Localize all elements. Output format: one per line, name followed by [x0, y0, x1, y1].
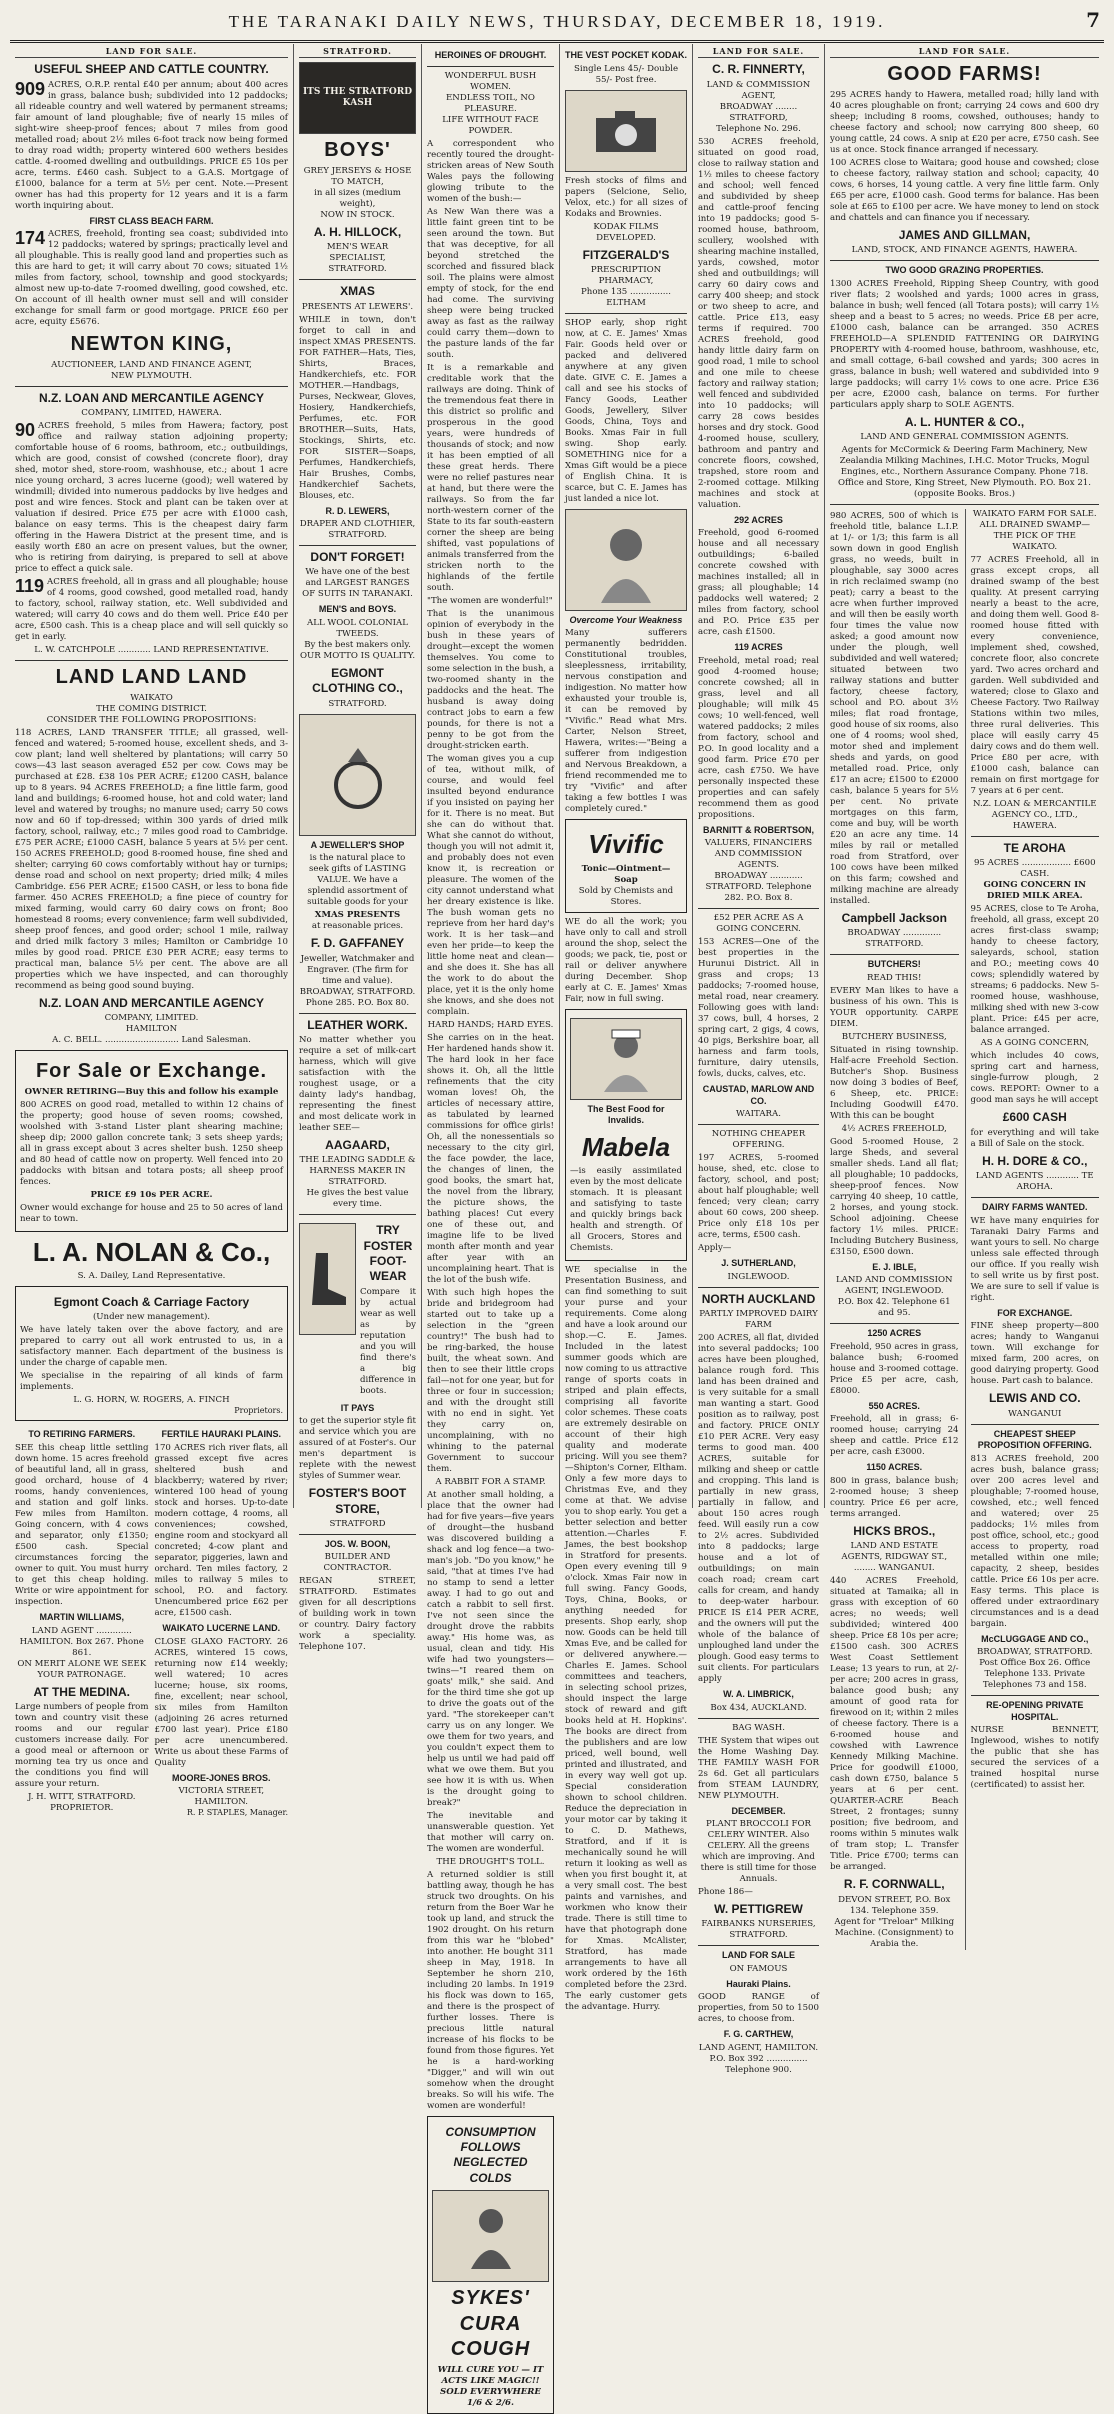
section-heading: LAND FOR SALE.	[15, 46, 288, 58]
nurse-illustration	[570, 1018, 682, 1100]
ad-text: FINE sheep property—800 acres; handy to Wanganui town. Will exchange for mixed farm, 200 acres, on good dairying property. Good house. Part cash to balance.	[970, 1321, 1099, 1387]
article-paragraph: That is the unanimous opinion of everybody in the bush in these years of drought—except the women themselves. You come to some selection in the bush, a two-roomed shanty in the paddocks and the heat. The husband is away doing contract jobs to earn a few pounds, for there is not a penny to be got from the drought-stricken earth.	[427, 608, 554, 751]
sub-column	[155, 1425, 289, 1818]
agent-subtitle: VALUERS, FINANCIERS AND COMMISSION AGENTS.	[704, 838, 813, 871]
article-paragraph: As New Wan there was a little faint green tint to be seen around the town. But that was deceptive, for all beyond stretched the scorched and fissured black soil. The plains were almost empty of stock, for the end had come. The surviving sheep were being trucked away as fast as the railway could carry them—down to the pasture lands of the far south.	[427, 206, 554, 360]
ad-subtitle: CONSIDER THE FOLLOWING PROPOSITIONS:	[46, 714, 257, 725]
agent-name: A. H. HILLOCK,	[313, 224, 402, 239]
price: PRICE £9 10s PER ACRE.	[90, 1189, 213, 1200]
agent-location: BROADWAY ............ STRATFORD. Telephone 282. P.O. Box 8.	[705, 871, 812, 904]
article-paragraph: A returned soldier is still battling away, though he has struck two droughts. On his return from the Boer War he took up land, and struck the 1902 drought. On his return from this war he "blobed" into another. He bought 311 sheep in May, 1918. In September he shorn 210, including 20 lambs. In 1919 his flock was down to 165, and there is the prospect of further losses. There is precious little natural increase of his flocks to be found from those figures. Yet he is a hard-working "Digger," and will win out somehow when the drought breaks. So will his wife. The women are wonderful!	[427, 1869, 554, 2111]
agent-subtitle: COMPANY, LIMITED, HAWERA.	[81, 408, 222, 419]
page-columns	[10, 44, 1104, 2408]
agent-location: INGLEWOOD.	[727, 1271, 790, 1282]
boot-illustration	[299, 1223, 356, 1335]
ad-heading: WAIKATO FARM FOR SALE.	[972, 509, 1097, 520]
agent-name: MOORE-JONES BROS.	[171, 1772, 271, 1783]
agent-name: E. J. IBLE,	[872, 1261, 917, 1272]
column-5	[693, 44, 825, 2075]
ad-subtitle: Tonic—Ointment—Soap	[581, 863, 671, 885]
article-paragraph: She carries on in the heat. Her hardened hands show it. The hard look in her face shows it. Oh, all the little refinements that the city woman loves! Oh, the articles of necessary attire, as tabulated by learned commissions for office girls! Oh, all the nonessentials so necessary to the city girl, the face powder, the lace, the changes of linen, the good books, the smart hat, the novel from the library, the picture shows, the bathing places! Cut every one of these out, and imagine life to be lived month after month and year after year with an uncomplaining heart. That is the lot of the bush wife.	[427, 1032, 554, 1285]
ad-text: 170 ACRES rich river flats, all grassed except five acres sheltered bush and blackberry; watered by river; wintered 100 head of young stock and horses. Up-to-date modern cottage, 4 rooms, all conveniences; cowshed, engine room and stockyard all concreted; 4-cow plant and separator, piggeries, lawn and orchard. Ten miles factory, 2 miles to railway 5 miles to school, P.O. and factory. Unencumbered price £62 per acre, £1500 cash.	[154, 1442, 288, 1618]
article-subhead: HARD HANDS; HARD EYES.	[427, 1019, 554, 1030]
ring-icon	[313, 730, 403, 820]
listing: 909 ACRES, O.R.P. rental £40 per annum; about 400 acres in grass, balance bush; subdivided into 12 paddocks; all rideable country and well watered by permanent streams; fair amount of land ploughable; five of nearly 15 miles of sight-wire sheep-proof fences; about 7 miles from good metalled road; about 2½ miles 6-foot track now being formed to dray road width; property wintered 600 wethers besides cattle. 4-roomed dwelling and outbuildings. PRICE £5 10s per acre, terms. £460 cash. Subject to a G.A.S. Mortgage of £1000, balance for a term at 5½ per cent. Note.—Present owner has had this property for 12 years and it is a farm worth inquiring about.	[15, 78, 288, 211]
ad-subtitle: Hauraki Plains.	[726, 1978, 791, 1989]
ad-heading: The Best Food for Invalids.	[587, 1103, 665, 1126]
sub-column	[965, 509, 1100, 1950]
listing: 200 ACRES, all flat, divided into several paddocks; 100 acres have been ploughed, balance rough ford. This land has been drained and is very suitable for a small man wanting a start. Good position as to railway, post and factory. PRICE ONLY £10 PER ACRE. Very easy terms to good man. 400 ACRES, suitable for milking and sheep or cattle and cropping. This land is partially in new grass, partially in fallow, and about 150 acres rough feed. Will easily run a cow to 2½ acres. Subdivided into 8 paddocks; large house and a lot of outbuildings; on main coach road; cream cart calls for cream, and handy to deep-water harbour. PRICE IS £14 PER ACRE, and the owners will put the whole of the balance of unploughed land under the plough. Good easy terms to suit clients. For particulars apply	[698, 1333, 819, 1685]
ad-heading: AT THE MEDINA.	[33, 1684, 130, 1699]
article-subhead: A RABBIT FOR A STAMP.	[435, 1476, 546, 1487]
agent-subtitle: BUILDER AND CONTRACTOR.	[323, 1552, 392, 1574]
agent-location: WAITARA.	[736, 1109, 781, 1120]
mabela-ad	[565, 1009, 687, 1261]
ad-heading: BAG WASH.	[732, 1722, 785, 1733]
agent-name: C. R. FINNERTY,	[712, 62, 805, 77]
agent-location: P.O. Box 42. Telephone 61 and 95.	[837, 1297, 951, 1319]
agent-subtitle: MEN'S WEAR SPECIALIST, STRATFORD.	[326, 242, 389, 275]
ad-heading: FERTILE HAURAKI PLAINS.	[161, 1429, 281, 1440]
ad-text: No matter whether you require a set of milk-cart harness, which will give satisfaction with the roughest usage, or a dainty lady's handbag, representing the finest and most delicate work in leather SEE—	[299, 1034, 416, 1133]
ad-heading: FOR EXCHANGE.	[997, 1307, 1073, 1318]
ad-heading: THE VEST POCKET KODAK.	[565, 50, 688, 60]
ad-text: GOOD RANGE of properties, from 50 to 1500 acres, to choose from.	[698, 1992, 819, 2025]
agent-location: P.O. Box 392 ............... Telephone 900.	[709, 2053, 808, 2075]
agent-subtitle: PRESCRIPTION PHARMACY,	[590, 264, 662, 286]
agent-name: W. A. LIMBRICK,	[723, 1689, 794, 1700]
agent-name: H. H. DORE & CO.,	[982, 1153, 1088, 1168]
agent-name: FITZGERALD'S	[582, 247, 670, 262]
ad-subtitle: GOING CONCERN IN DRIED MILK AREA.	[983, 880, 1086, 902]
ad-subtitle: 4½ ACRES FREEHOLD,	[841, 1123, 947, 1134]
ad-heading: DAIRY FARMS WANTED.	[981, 1202, 1088, 1213]
agent-name: A. L. HUNTER & CO.,	[904, 414, 1025, 429]
kodak-camera-illustration	[565, 90, 687, 172]
ad-subtitle: PARTLY IMPROVED DAIRY FARM	[699, 1309, 818, 1331]
ad-subtitle: 95 ACRES .................. £600 CASH.	[973, 858, 1096, 880]
agent-name: N.Z. LOAN & MERCANTILE AGENCY CO., LTD., HAWERA.	[972, 799, 1097, 832]
listing: 100 ACRES close to Waitara; good house and cowshed; close to cheese factory, railway station and school; capacity, 40 cows, 6 horses, 14 young cattle. A very fine little farm. Only £65 per acre, £1000 cash. Good terms for balance. Has been sole at £65 to £100 per acre. We have money to lend on stock and chattels and can finance you if necessary.	[830, 157, 1099, 223]
agent-name: JOS. W. BOON,	[324, 1538, 391, 1549]
ad-heading: DECEMBER.	[731, 1805, 786, 1816]
ad-text: —is easily assimilated even by the most delicate stomach. It is pleasant and satisfying to taste and quickly brings back health and strength. Of all Grocers, Stores and Chemists.	[570, 1165, 682, 1253]
agent-subtitle: DRAPER AND CLOTHIER, STRATFORD.	[299, 519, 416, 541]
section-heading: LAND FOR SALE.	[698, 46, 819, 58]
article-subhead: WONDERFUL BUSH WOMEN.	[444, 70, 537, 92]
ad-text: We have one of the best and LARGEST RANGES OF SUITS IN TARANAKI.	[302, 567, 413, 600]
sub-column	[830, 509, 959, 1950]
ad-text: SHOP early, shop right now, at C. E. James' Xmas Fair. Goods held over or packed and delivered anywhere at any given date. GIVE C. E. James a call and see his stocks of Fancy Goods, Leather Goods, Jewellery, Silver Goods, China, Toys and Books. Xmas Fair in full swing. Shop early. SOMETHING nice for a Xmas Gift would be a piece of English China. It is scarce, but C. E. James has just landed a nice lot.	[565, 317, 687, 504]
article-paragraph: The inevitable and unanswerable question. Yet that mother will carry on. The women are wonderful.	[427, 1810, 554, 1854]
ad-heading: TO RETIRING FARMERS.	[28, 1429, 136, 1440]
agent-phone: Telephone No. 296.	[716, 123, 801, 134]
ad-subtitle: AS A GOING CONCERN,	[980, 1038, 1089, 1049]
vivific-ad	[565, 819, 687, 912]
section-heading: STRATFORD.	[299, 46, 416, 58]
agent-subtitle: THE LEADING SADDLE & HARNESS MAKER IN STRATFORD.	[299, 1155, 416, 1188]
ad-text: Fresh stocks of films and papers (Selcione, Selio, Velox, etc.) for all sizes of Kodaks and Brownies.	[565, 175, 687, 219]
boot-icon	[306, 1249, 350, 1309]
article-title: HEROINES OF DROUGHT.	[434, 50, 547, 60]
ad-heading: RE-OPENING PRIVATE HOSPITAL.	[986, 1700, 1084, 1722]
ad-text: EVERY Man likes to have a business of his own. This is YOUR opportunity. CARPE DIEM.	[830, 985, 959, 1029]
listing: 119 ACRES freehold, all in grass and all ploughable; house of 4 rooms, good cowshed, good metalled road, handy to factory, school, railway station, etc. Well subdivided and watered; will carry 40 cows and do them well. Price £40 per acre, £500 cash. This is a cheap place and will sell quickly so get in early.	[15, 576, 288, 643]
agent-name: F. D. GAFFANEY	[310, 936, 405, 951]
ad-text: PLANT BROCCOLI FOR CELERY WINTER. Also CELERY. All the greens which are improving. And there is still time for those Annuals.	[700, 1819, 817, 1885]
agent-location: NEW PLYMOUTH.	[110, 370, 192, 381]
ad-heading: TRY FOSTER FOOT-WEAR	[363, 1223, 413, 1284]
ad-heading: TE AROHA	[1003, 841, 1066, 856]
ad-heading: 292 ACRES	[734, 514, 783, 525]
ad-text: THE System that wipes out the Home Washing Day. THE FAMILY WASH FOR 2s 6d. Get all particulars from STEAM LAUNDRY, NEW PLYMOUTH.	[698, 1735, 819, 1801]
listing: 118 ACRES, LAND TRANSFER TITLE; all grassed, well-fenced and watered; 5-roomed house, excellent sheds, and 3-cow plant; land well sheltered by plantations; will carry 50 cows—43 last season averaged £52 per cow. Cows may be purchased at £28. £38 10s PER ACRE; £1200 CASH, balance up to 8 years. 94 ACRES FREEHOLD; a fine little farm, good land and buildings; 6-roomed house, hot and cold water; land level and watered by troughs; no manure used; carry 50 cows now and 60 if top-dressed; within 300 yards of dried milk factory, school, railway, etc.; 7 miles good road to Cambridge. £75 PER ACRE; £1000 CASH, balance 5 years at 5½ per cent. 150 ACRES FREEHOLD; good 8-roomed house, fine shed and shelter; carrying 60 cows comfortably without hay or turnips; dense road and school on next property; dried milk; 4 miles Cambridge. £56 PER ACRE; £1500 CASH, or less to bona fide farmer. 450 ACRES FREEHOLD; a fine piece of country for mixed farming, would carry 60 dairy cows on front; 8oo homestead 8 rooms; every convenience; farm well subdivided, sheep proof fences, and good order; school 1 mile, railway and dried milk factory 3 miles; Hamilton or Cambridge 10 miles by good road. PRICE £30 PER ACRE; easy terms to practical man, balance 5½ per cent. The above are all properties which we have inspected, and can thoroughly recommend as being good sound buying.	[15, 727, 288, 991]
section-heading: LAND FOR SALE.	[830, 46, 1099, 58]
agent-name: McCLUGGAGE AND CO.,	[981, 1633, 1089, 1644]
ad-subtitle: NOTHING CHEAPER OFFERING.	[711, 1129, 806, 1151]
column-6	[825, 44, 1104, 1949]
price: £600 CASH	[1002, 1110, 1067, 1125]
agent-location: Box 434, AUCKLAND.	[710, 1702, 807, 1713]
ad-subtitle: ALL DRAINED SWAMP—THE PICK OF THE WAIKATO.	[979, 520, 1090, 553]
article-paragraph: "The women are wonderful!"	[427, 595, 553, 606]
ad-text: Agent for "Treloar" Milking Machine. (Consignment) to Arabia the.	[834, 1916, 955, 1949]
article-paragraph: It is a remarkable and creditable work that the railways are doing. Think of the tremendous feat there in this district so prolific and prosperous in the good years, were hundreds of thousands of stock; and now it has been emptied of all these great herds. There were no relief pastures near at hand, but there were the railways. So from the far north-western corner of the State to its far south-eastern corner the sheep are being shifted, vast populations of animals transferred from the stricken north to the highlands of the fertile south.	[427, 362, 554, 593]
listing: 530 ACRES freehold, situated on good road, close to railway station and 1½ miles to cheese factory and school; well fenced and subdivided by sheep and cattle-proof fencing into 19 paddocks; good 5-roomed house, bathroom, scullery, woolshed with shearing machine installed, yards, cowshed, motor shed and outbuildings; will carry 60 dairy cows and carry 400 sheep; and stock or two sheep to acre, and cattle. Price £13, easy terms if required. 700 ACRES freehold, good handy little dairy farm on good road, 1 mile to school and one mile to cheese factory and railway station; well fenced and subdivided into 10 paddocks; will carry 28 cows besides horses and dry stock. Good 4-roomed house, scullery, bathroom and pantry and concrete floors, cowshed, trapshed, store room and 2-roomed cottage. Milking machines and stock at valuation.	[698, 136, 819, 510]
brand-logo: Vivific	[588, 829, 664, 860]
stratford-kash-badge: ITS THE STRATFORD KASH	[299, 62, 416, 134]
agent-subtitle: S. A. Dailey, Land Representative.	[77, 1270, 226, 1281]
listing: 153 ACRES—One of the best properties in the Hurunui District. All in grass and crops; 13 paddocks; 7-roomed house, metal road, near creamery. Following goes with land: 37 cows, bull, 4 horses, 2 spring cart, 2 gigs, 4 cows, 40 pigs, Berkshire boar, all harness and farm tools, furniture, dairy utensils, fowls, ducks, calves, etc.	[698, 937, 819, 1080]
agent-name: R. F. CORNWALL,	[843, 1877, 945, 1892]
for-sale-or-exchange-ad	[15, 1050, 288, 1232]
proprietor-label: Proprietors.	[234, 1406, 283, 1416]
article-subhead: THE DROUGHT'S TOLL.	[436, 1856, 545, 1867]
ad-text: Sold by Chemists and Stores.	[578, 885, 674, 907]
woman-icon	[591, 515, 661, 605]
ad-heading: BUTCHERS!	[867, 959, 921, 970]
ad-text: Good 5-roomed House, 2 large Sheds, and several smaller sheds. Land all flat; all ploughable; 10 paddocks, sheep-proof fences. Now carrying 40 sheep, 10 cattle, 2 horses, and young stock. School adjoining. Cheese factory 1½ miles. PRICE: Including Butchery Business, £3150, £500 down.	[830, 1136, 959, 1257]
ad-subtitle: PRESENTS AT LEWERS'.	[301, 301, 414, 312]
listing: 1300 ACRES Freehold, Ripping Sheep Country, with good river flats; 2 woolshed and yards; 1000 acres in grass, balance in bush; well fenced (all Totara posts); will carry 1½ sheep and a beast to 5 acres; no weeds. Price £8 per acre, £1000 cash, balance can be arranged. 350 ACRES FREEHOLD—A SPLENDID FATTENING OR DAIRYING PROPERTY with 4-roomed house, bathroom, washhouse, etc, and small cottage, 6-bail cowshed and yards; 300 acres in grass, balance in bush; well watered and subdivided into 9 large paddocks; will carry 1½ cows to one acre. Price £36 per acre, £2000 cash, balance on terms. For further particulars apply sharp to SOLE AGENTS.	[830, 278, 1099, 410]
column-3	[422, 44, 560, 2408]
apply-label: Apply—	[698, 1243, 732, 1254]
ad-heading: TWO GOOD GRAZING PROPERTIES.	[885, 265, 1044, 276]
egmont-coach-ad	[15, 1286, 288, 1422]
column-2	[294, 44, 422, 1653]
listing: 174 ACRES, freehold, fronting sea coast; subdivided into 12 paddocks; watered by springs; practically level and all ploughable. This is really good land and properties such as this are hard to get; it will carry about 70 cows; situated 1½ miles from factory, school, township and good stockyards; almost new up-to-date 7-roomed dwelling, good cowshed, etc. On account of ill health owner must sell and will consider exchange for small farm or good mortgage. PRICE £60 per acre, equity £5676.	[15, 228, 288, 328]
phone-label: Phone 186—	[698, 1887, 753, 1898]
ad-text: REGAN STREET, STRATFORD. Estimates given for all descriptions of building work in town or country. Dairy factory work a speciality. Telephone 107.	[299, 1576, 416, 1653]
ad-subtitle: MEN'S and BOYS.	[318, 604, 397, 615]
ad-text: ALL WOOL COLONIAL TWEEDS.	[307, 617, 408, 639]
agent-subtitle: LAND AGENTS ............ TE AROHA.	[975, 1171, 1094, 1193]
article-paragraph: A correspondent who recently toured the drought-stricken areas of New South Wales pays the following glowing tribute to the women of the bush:—	[427, 138, 554, 204]
article-subhead: ENDLESS TOIL, NO PLEASURE.	[446, 92, 535, 114]
newspaper-title: THE TARANAKI DAILY NEWS, THURSDAY, DECEMBER 18, 1919.	[228, 12, 886, 31]
agent-subtitle: LAND AGENT ............. HAMILTON. Box 267. Phone 861.	[19, 1625, 144, 1658]
listing: which includes 40 cows, spring cart and harness, single-furrow plough, 2 cows. REPORT: Owner to a good man says he will accept	[970, 1051, 1099, 1106]
listing: 813 ACRES freehold, 200 acres bush, balance grass; over 200 acres level and ploughable; 7-roomed house, cowshed, etc.; well fenced and watered; over 25 paddocks; 1½ miles from post office, school, etc.; good access to property, road metalled within one mile; capacity, 2 sheep, besides cattle. Price £6 10s per acre. Easy terms. This place is offered under extraordinary circumstances and is a dead bargain.	[970, 1453, 1099, 1629]
masthead	[10, 6, 1104, 43]
nurse-icon	[596, 1024, 656, 1094]
ad-text: Situated in rising township. Half-acre Freehold Section. Butcher's Shop. Business now doing 3 bodies of Beef, 6 Sheep, etc. PRICE: Including Goodwill £470. With this can be bought	[830, 1044, 959, 1121]
ad-text: CLOSE GLAXO FACTORY. 26 ACRES, wintered 15 cows, returning now £14 weekly; well watered; 10 acres lucerne; house, six rooms, fine, excellent; near school, six miles from Hamilton (adjoining 26 acres returned £700 last year). Price £180 per acre unencumbered. Write us about these Farms of Quality	[154, 1636, 288, 1768]
agent-name: LEWIS AND CO.	[988, 1391, 1081, 1406]
agent-line: L. W. CATCHPOLE ............ LAND REPRESENTATIVE.	[34, 645, 269, 656]
ad-text: WHILE in town, don't forget to call in and inspect XMAS PRESENTS. FOR FATHER—Hats, Ties, Shirts, Braces, Handkerchiefs, etc. FOR MOTHER.—Handbags, Purses, Neckwear, Gloves, Hosiery, Handkerchiefs, Perfumes, etc. FOR BROTHER—Suits, Hats, Stockings, Shirts, etc. FOR SISTER—Soaps, Perfumes, Handkerchiefs, Hair Brushes, Combs, Handkerchief Sachets, Blouses, etc.	[299, 314, 416, 501]
article-subhead: LIFE WITHOUT FACE POWDER.	[442, 114, 539, 136]
agent-name: HICKS BROS.,	[853, 1524, 936, 1538]
ad-subtitle: GREY JERSEYS & HOSE TO MATCH,	[303, 165, 412, 187]
listing: Freehold, 950 acres in grass, balance bush; 6-roomed house and 3-roomed cottage. Price £5 per acre, cash, £8000.	[830, 1341, 959, 1396]
ad-heading: NORTH AUCKLAND	[701, 1291, 816, 1306]
ad-heading: GOOD FARMS!	[887, 63, 1042, 86]
column-4	[560, 44, 693, 2012]
ad-heading: A JEWELLER'S SHOP	[310, 839, 405, 850]
ad-heading: BOYS'	[324, 139, 391, 162]
ad-heading: For Sale or Exchange.	[35, 1060, 268, 1083]
ad-text: By the best makers only.	[304, 639, 411, 650]
ad-text: We specialise in the repairing of all kinds of farm implements.	[20, 1371, 283, 1393]
ad-text: NURSE BENNETT, Inglewood, wishes to notify the public that she has secured the services of a trained hospital nurse (certificated) to assist her.	[970, 1725, 1099, 1791]
agent-name: Campbell Jackson	[841, 911, 947, 926]
ad-heading: LEATHER WORK.	[307, 1017, 408, 1032]
agent-location: BROADWAY, STRATFORD.	[976, 1647, 1093, 1658]
figure-icon	[456, 2201, 526, 2271]
ad-text: NOW IN STOCK.	[320, 209, 395, 220]
listing: 197 ACRES, 5-roomed house, shed, etc. close to factory, school, and post; about half ploughable; well fenced; very clean; carry about 60 cows, 200 sheep. Price only £18 10s per acre, terms, £500 cash.	[698, 1153, 819, 1241]
listing: Owner would exchange for house and 25 to 50 acres of land near to town.	[20, 1202, 283, 1224]
ad-subtitle: WAIKATO	[130, 692, 173, 703]
agent-name: FOSTER'S BOOT STORE,	[308, 1486, 407, 1516]
ad-text: SEE this cheap little settling down home. 15 acres freehold of beautiful land, all in grass, good orchard, house of 4 rooms, handy conveniences, and station and golf links. Few miles from Hamilton. Going concern, with 4 cows and separator, only £1350; £500 cash. Special circumstances forcing the owner to quit. You must hurry to get this cheap holding. Write or wire appointment for inspection.	[15, 1442, 149, 1607]
agent-line: A. C. BELL. ........................... Land Salesman.	[52, 1035, 251, 1046]
ad-subtitle: READ THIS!	[866, 972, 922, 983]
listing: Freehold, good 6-roomed house and all necessary outbuildings; 6-bailed concrete cowshed with machines installed; all in grass; all ploughable; 14 paddocks well watered; 2 miles from factory, school and P.O. Price £35 per acre, cash £1500.	[698, 528, 819, 638]
article-paragraph: At another small holding, a place that the owner had had for five years—five years of drought—the husband was discovered building a shack and log fence—a two-man's job. "Do you know," he said, "that at times I've had no stamp to send a letter away. I had to go out and catch a rabbit to sell first. I've not seen since the drought drove the rabbits away." His home was, as usual, clean and tidy. His wife had two youngsters—twins—"I reared them on goats' milk," she said. And for the third time she got up to drive the goats out of the yard. "The storekeeper can't carry us on any longer. We owe them for two years, and you couldn't expect them to help us until we had paid off what we owe them. But you see how it is with us. When is the drought going to break?"	[427, 1489, 554, 1808]
brand-logo: Mabela	[581, 1131, 671, 1162]
ad-text: We have lately taken over the above factory, and are prepared to carry out all work entrusted to us, in a satisfactory manner. Each department of the business is under the charge of capable men.	[20, 1325, 283, 1369]
agent-location: HAMILTON	[125, 1024, 178, 1035]
ad-heading: LAND FOR SALE	[722, 1950, 795, 1961]
agent-name: BARNITT & ROBERTSON,	[703, 824, 814, 835]
ad-text: WE specialise in the Presentation Business, and can find something to suit your purse and your requirements. Come along and have a look around our shop.—C. E. James. Included in the latest summer goods which are now coming to us attractive range of sports coats in striped and plain effects, comprising all favorite color schemes. These coats are extremely desirable on account of their high quality and moderate pricing. Will you see them?—Shipton's Corner, Eltham. Only a few more days to Christmas Eve, and they come at that. We advise you to shop early. You get a better selection and better attention.—Charles F. James, the best bookshop in Stratford for presents. Open every evening till 9 o'clock. Xmas Fair now in full swing. Fancy Goods, Toys, China, Books, or anything needed for presents. Shop early, shop now. Goods can be held till Xmas Eve, and be called for or delivered anywhere.—Charles E. James. School committees and teachers, in selecting school prizes, should inspect the large stock of reward and gift books held at H. Hopkins'. The books are direct from the publishers and are low priced, well bound, well printed and illustrated, and in every way well got up. Special consideration shown to school children. Reduce the depreciation in your motor car by taking it to C. D. Mathews, Stratford, and if it is mechanically sound he will return it looking as well as when you first bought it, at a very small cost. The best paints and varnishes, and workmen who know their trade. There is still time to have that photograph done for Xmas. McAlister, Stratford, has made arrangements to have all work ordered by the 16th completed before the 23rd. The early customer gets the advantage. Hurry.	[565, 1264, 687, 2012]
agent-name: R. D. LEWERS,	[325, 505, 390, 516]
agent-location: Phone 135 ............... ELTHAM	[581, 286, 671, 308]
agent-name: N.Z. LOAN AND MERCANTILE AGENCY	[38, 995, 265, 1010]
agent-subtitle: LAND AND GENERAL COMMISSION AGENTS.	[860, 432, 1069, 443]
ad-text: is the natural place to seek gifts of LASTING VALUE. We have a splendid assortment of suitable goods for your	[307, 853, 408, 908]
ad-text: to get the superior style fit and service which you are assured of at Foster's. Our men's department is replete with the newest styles of Summer wear.	[299, 1416, 416, 1482]
agent-location: STRATFORD	[329, 1518, 386, 1529]
agent-name: J. H. WITT, STRATFORD.	[27, 1791, 136, 1802]
listing: 800 in grass, balance bush; 2-roomed house; 3 sheep country. Price £6 per acre, terms arranged.	[830, 1476, 959, 1519]
ad-text: OUR MOTTO IS QUALITY.	[299, 650, 416, 661]
agent-name: MARTIN WILLIAMS,	[39, 1611, 124, 1622]
ad-heading: SYKES' CURA COUGH	[450, 2286, 531, 2361]
agent-location: BROADWAY ........ STRATFORD,	[719, 101, 798, 123]
agent-subtitle: LAND AGENT, HAMILTON.	[698, 2042, 819, 2053]
ad-subtitle: £52 PER ACRE AS A GOING CONCERN.	[713, 913, 804, 935]
agent-subtitle: AUCTIONEER, LAND AND FINANCE AGENT,	[51, 359, 252, 370]
listing: 440 ACRES Freehold, situated at Tamaika; all in grass with exception of 60 acres; no weeds; well subdivided; wintered 400 sheep. Price £8 10s per acre; £1500 cash. 300 ACRES West Coast Settlement Lease; 13 years to run, at 2/- per acre; 200 acres in grass, balance good bush; any amount of good rata for firewood on it; within 2 miles of cheese factory. There is a 6-roomed house and cowshed with Lawrence Kennedy Milking Machine. Price for goodwill £1000, cash down £750, balance 5 years at 6 per cent. QUARTER-ACRE Beach Street, 2 frontages; sunny position; five bedroom, and rooms within 5 minutes walk of tram stop; L. Transfer Title. Price £700; terms can be arranged.	[830, 1576, 959, 1873]
agent-subtitle: LAND AND COMMISSION AGENT, INGLEWOOD.	[835, 1275, 953, 1297]
agent-subtitle: COMPANY, LIMITED.	[104, 1013, 199, 1024]
listing: 77 ACRES Freehold, all in grass except crops, all drained swamp of the best quality. At present carrying nearly a beast to the acre, and doing them well. Good 8-roomed house fitted with every convenience, implement shed, cowshed, concrete floor, also concrete yard. Two acres orchard and garden. Well subdivided and watered; close to Glaxo and Cheese Factory. Two Railway Stations within two miles, three rural deliveries. This place will easily carry 45 dairy cows and do them well. Price £80 per acre, with £1000 cash, balance can remain on first mortgage for 7 years at 6 per cent.	[970, 555, 1099, 797]
listing: 95 ACRES, close to Te Aroha, freehold, all grass, except 20 acres first-class swamp; handy to cheese factory, saleyards, school, station and P.O.; meeting cows 40 cows; splendidly watered by streams; 6 paddocks. New 5-roomed house, washhouse, milking shed with new 3-cow plant. Price: £45 per acre, balance arranged.	[970, 904, 1099, 1036]
camera-icon	[591, 106, 661, 156]
ad-heading: 119 ACRES	[734, 642, 783, 653]
ad-text: Many sufferers permanently bedridden. Constitutional troubles, sleeplessness, irritability, nervous constipation and indigestion. No matter how exhausted your trouble is, it can be removed by "Vivific." Read what Mrs. Carter, Nelson Street, Hawera, writes:—"Being a sufferer from indigestion and Nervous Breakdown, a friend recommended me to try "Vivific" and after taking a few bottles I was completely cured."	[565, 628, 687, 815]
ad-text: Large numbers of people from town and country visit these rooms and our regular customers increase daily. For a good meal or afternoon or morning tea try us once and the conditions you find will assure your return.	[15, 1701, 149, 1789]
ad-text: He gives the best value every time.	[306, 1188, 409, 1210]
listing: 295 ACRES handy to Hawera, metalled road; hilly land with 40 acres ploughable on front; carrying 24 cows and 600 dry sheep; including 8 rooms, cowshed, outhouses; handy to cheese factory and school; now carrying 800 sheep, 60 young cattle, 24 cows. A snip at £20 per acre, £750 cash. See us at once. Stock finance arranged if necessary.	[830, 89, 1099, 155]
agent-location: STRATFORD.	[328, 698, 387, 709]
agent-phone: Post Office Box 26. Office Telephone 133. Private Telephones 73 and 158.	[979, 1658, 1091, 1691]
ad-heading: Egmont Coach & Carriage Factory	[53, 1294, 250, 1309]
agent-name: CAUSTAD, MARLOW AND CO.	[702, 1084, 815, 1106]
ad-heading: USEFUL SHEEP AND CATTLE COUNTRY.	[34, 62, 269, 77]
proprietor-names: L. G. HORN, W. ROGERS, A. FINCH	[73, 1395, 230, 1406]
ad-heading: IT PAYS	[340, 1402, 375, 1413]
ad-text: XMAS PRESENTS	[314, 910, 401, 921]
listing: 800 ACRES on good road, metalled to within 12 chains of the property; good house of seven rooms; cowshed, woolshed with 3-stand Lister plant shearing machine; sheep dip; 2000 gallon concrete tank; 3 sets sheep yards; all in grass except about 3 acres shelter bush. 1250 sheep and 80 head of cattle now on property. Well fenced into 20 paddocks with bitsan and totara posts; all sheep proof fences.	[20, 1099, 283, 1187]
ad-subtitle: (Under new management).	[92, 1312, 211, 1323]
ad-text: WE do all the work; you have only to call and stroll around the shop, select the goods; we pack, tie, post or rail or deliver anywhere during December. Shop early at C. E. James' Xmas Fair, now in full swing.	[565, 916, 687, 1004]
ad-subtitle: KODAK FILMS DEVELOPED.	[593, 221, 659, 243]
woman-portrait-illustration	[565, 509, 687, 611]
sykes-cough-ad	[427, 2116, 554, 2414]
agent-name: L. A. NOLAN & Co.,	[32, 1236, 271, 1267]
ad-subtitle: THE COMING DISTRICT.	[96, 703, 207, 714]
listing: Freehold, all in grass; 6-roomed house; carrying 24 sheep and cattle. Price £12 per acre, cash £3000.	[830, 1414, 959, 1458]
agent-name: N.Z. LOAN AND MERCANTILE AGENCY	[38, 390, 265, 405]
ad-text: at reasonable prices.	[311, 921, 404, 932]
listing: for everything and will take a Bill of Sale on the stock.	[970, 1127, 1099, 1149]
ad-text: in all sizes (medium weight),	[314, 187, 401, 209]
article-paragraph: With such high hopes the bride and bridegroom had started out to take up a selection in the "green country!" The bush had to be ring-barked, the house built, the wheat sown. And then to see their little crops fail—not for one year, but for three or four in succession; and with the drought still with no end in sight. Yet they carry on, uncomplaining, with no whining to the paternal Government to succour them.	[427, 1287, 554, 1474]
agent-subtitle: Jeweller, Watchmaker and Engraver. (The firm for time and value). BROADWAY, STRATFORD. Phone 285. P.O. Box 80.	[299, 953, 416, 1008]
listing: 980 ACRES, 500 of which is freehold title, balance L.I.P. at 1/- or 1/3; this farm is all sown down in good English grass, no weeds, built in ploughable, say 3000 acres in rich reclaimed swamp (no peat); carry a beast to the acre when further improved and will then be easily worth four times the value now asked; a good amount now under the plough, well subdivided and well watered; situated between two railway stations and butter factory, cheese factory, school and P.O. about 3½ miles; flat road frontage, good house of six rooms, also one of 4 rooms; wool shed, motor shed and implement sheds and yards, on good metalled road. Price, only £17 an acre; £1500 to £2000 cash, balance 5 years for 5½ per cent. No private mortgages on this farm, come and buy, will be worth £20 an acre any time. 14 miles by rail or metalled road from Stratford, over 100 cows have been milked on this farm; cowshed and milking machine are already installed.	[830, 511, 959, 907]
ad-heading: 1150 ACRES.	[866, 1462, 923, 1473]
ad-text: WE have many enquiries for Taranaki Dairy Farms and want yours to sell. No charge unless sale effected through our office. If you really wish to sell write us by first post. We are sure to sell if value is right.	[970, 1215, 1099, 1303]
ad-text: Single Lens 45/- Double 55/- Post free.	[573, 63, 679, 85]
agent-name: F. G. CARTHEW,	[723, 2029, 794, 2040]
listing: 90 ACRES freehold, 5 miles from Hawera; factory, post office and railway station adjoining property; comfortable house of 6 rooms, bathroom, etc.; outbuildings, which are good, consist of cowshed (concrete floor), dray shed, motor shed, store-room, washhouse, etc.; about 1 acre nice young orchard, 3 acres lucerne (good); well watered by windmill; divided into numerous paddocks by live hedges and post and wire fences. Stock and plant can be taken over at valuation if desired. Price £75 per acre with £1000 cash, balance on easy terms. This is the cheapest dairy farm offering in the Hawera District at the present time, and is easily worth £80 an acre on present values, but the owner, who is retiring from dairying, is prepared to sell at above price to effect a quick sale.	[15, 420, 288, 575]
ad-heading: Overcome Your Weakness	[569, 614, 683, 625]
ad-subtitle: BUTCHERY BUSINESS,	[841, 1031, 947, 1042]
ad-heading: LAND LAND LAND	[55, 666, 248, 689]
agent-subtitle: DEVON STREET, P.O. Box 134. Telephone 359.	[838, 1894, 951, 1916]
listing: Freehold, metal road; real good 4-roomed house; concrete cowshed; all in grass, level and all ploughable; will milk 45 cows; 10 well-fenced, well watered paddocks; 2 miles from factory, school and P.O. In good locality and a good farm. Price £70 per acre, cash £750. We have personally inspected these properties and can safely recommend them as good propositions.	[698, 655, 819, 820]
ad-heading: 1250 ACRES	[867, 1328, 922, 1339]
ad-text: WILL CURE YOU — IT ACTS LIKE MAGIC!! SOLD EVERYWHERE 1/6 & 2/6.	[437, 2364, 544, 2408]
agent-subtitle: FAIRBANKS NURSERIES, STRATFORD.	[701, 1919, 816, 1941]
ad-heading: 550 ACRES.	[868, 1400, 920, 1411]
ad-heading: CHEAPEST SHEEP PROPOSITION OFFERING.	[977, 1428, 1092, 1451]
ad-text: Agents for McCormick & Deering Farm Machinery, New Zealandia Milking Machines, I.H.C. Motor Trucks, Mogul Engines, etc., Northern Assurance Company. Phone 718. Office and Store, King Street, New Plymouth. P.O. Box 21. (opposite Books. Bros.)	[838, 445, 1091, 500]
agent-location: WANGANUI	[1008, 1408, 1062, 1419]
ad-heading: XMAS	[340, 284, 375, 299]
ad-heading: DON'T FORGET!	[310, 550, 405, 565]
agent-subtitle: LAND & COMMISSION AGENT,	[706, 79, 811, 101]
manager-name: R. P. STAPLES, Manager.	[186, 1808, 288, 1818]
agent-location: BROADWAY .............. STRATFORD.	[847, 928, 942, 950]
ad-subtitle: ON MERIT ALONE WE SEEK YOUR PATRONAGE.	[17, 1658, 147, 1680]
agent-name: J. SUTHERLAND,	[721, 1258, 796, 1269]
ad-subtitle: ON FAMOUS	[729, 1963, 788, 1974]
ad-text: Compare it by actual wear as well as by reputation and you will find there's a big difference in boots.	[360, 1286, 416, 1396]
page-number: 7	[1086, 8, 1100, 32]
ad-heading: FIRST CLASS BEACH FARM.	[89, 215, 214, 226]
agent-name: W. PETTIGREW	[714, 1902, 803, 1917]
agent-name: NEWTON KING,	[70, 333, 233, 356]
ad-subtitle: OWNER RETIRING—Buy this and follow his example	[24, 1086, 279, 1097]
agent-name: EGMONT CLOTHING CO.,	[312, 665, 403, 696]
agent-subtitle: LAND AND ESTATE AGENTS, RIDGWAY ST., ........ WANGANUI.	[841, 1541, 948, 1574]
ad-heading: CONSUMPTION FOLLOWS NEGLECTED COLDS	[445, 2124, 536, 2185]
agent-name: AAGAARD,	[325, 1137, 390, 1152]
ad-heading: WAIKATO LUCERNE LAND.	[162, 1622, 281, 1633]
agent-subtitle: PROPRIETOR.	[50, 1802, 114, 1813]
agent-subtitle: VICTORIA STREET, HAMILTON.	[178, 1786, 265, 1808]
sub-column	[15, 1425, 149, 1818]
article-paragraph: The woman gives you a cup of tea, without milk, of course, and would feel insulted beyond endurance if you insisted on paying her for it. There is no meat. But she can do without that. What she cannot do without, though you will not admit it, and probably does not even know it, is recreation or pleasure. The women of the city cannot understand what her dreary existence is like. The bush woman gets no reprieve from her hard day's work. It is her task—and even her pride—to keep the little home neat and clean—and she does it. She has all the work to do about the place, yet it is the only home she knows, and she does not complain.	[427, 753, 554, 1017]
agent-subtitle: LAND, STOCK, AND FINANCE AGENTS, HAWERA.	[851, 245, 1078, 256]
jewellery-illustration	[299, 714, 416, 836]
column-1	[10, 44, 294, 1818]
agent-name: JAMES AND GILLMAN,	[898, 227, 1031, 242]
man-coughing-illustration	[432, 2190, 549, 2282]
